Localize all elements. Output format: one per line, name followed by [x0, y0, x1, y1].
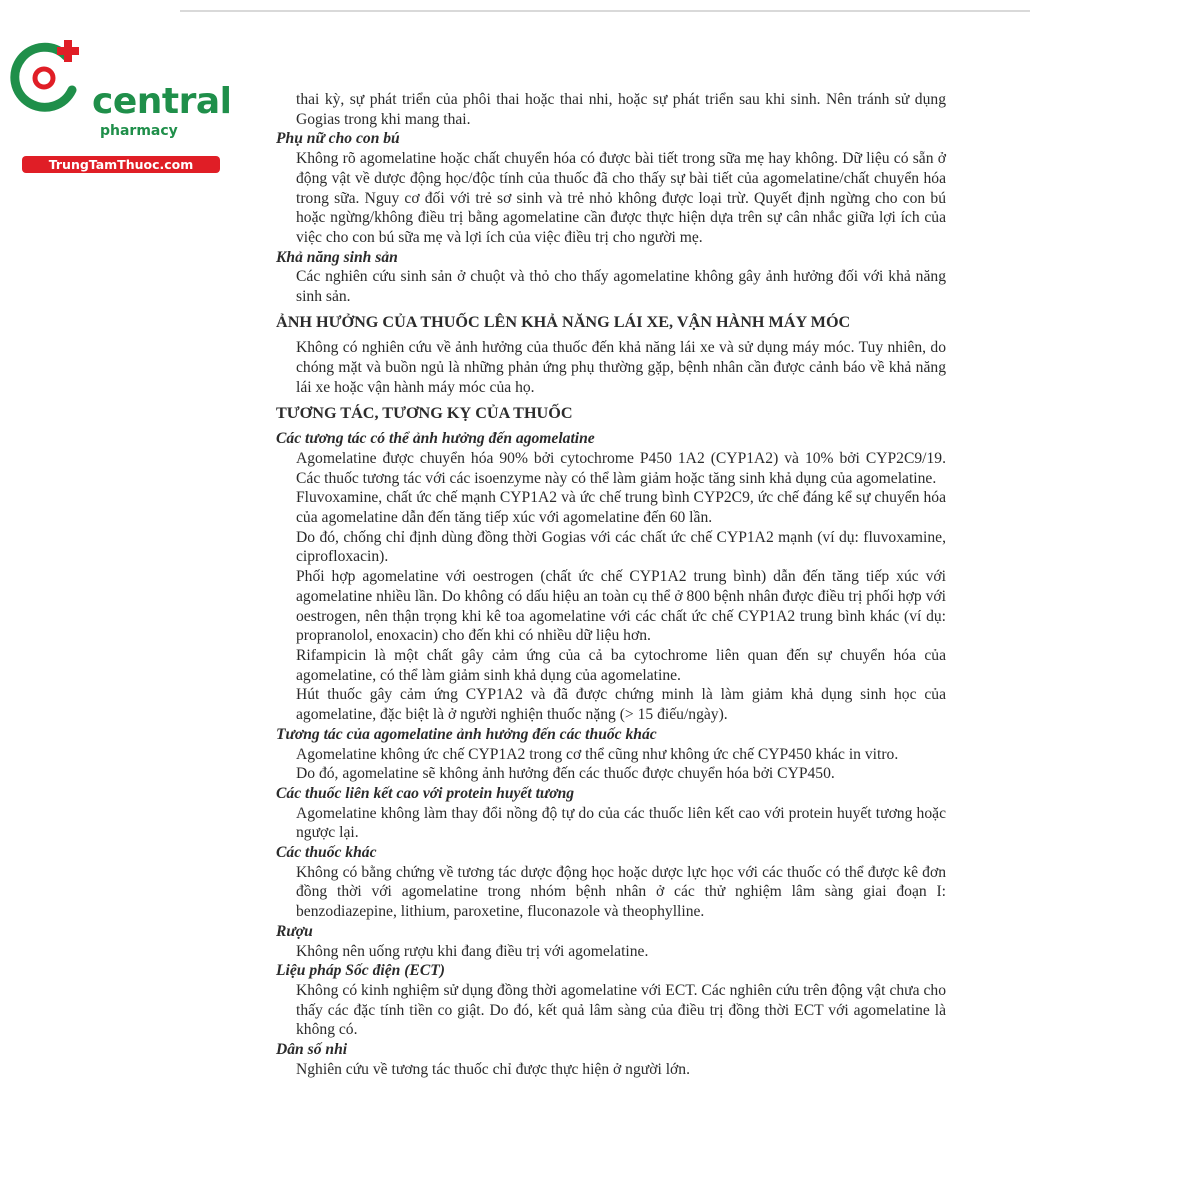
breastfeeding-heading: Phụ nữ cho con bú	[276, 130, 400, 148]
interactions-heading: TƯƠNG TÁC, TƯƠNG KỴ CỦA THUỐC	[276, 403, 573, 422]
affecting-paragraph: Hút thuốc gây cảm ứng CYP1A2 và đã được chứng minh là làm giảm khả dụng sinh học của agomelatine, đặc biệt là ở người nghiện thuốc nặng (> 15 điếu/ngày).	[296, 686, 946, 724]
document-body	[270, 90, 946, 1079]
logo-subtitle: pharmacy	[100, 123, 178, 139]
protein-text: Agomelatine không làm thay đổi nồng độ tự do của các thuốc liên kết cao với protein huyết tương hoặc ngược lại.	[296, 804, 946, 842]
alcohol-text: Không nên uống rượu khi đang điều trị với agomelatine.	[296, 942, 649, 960]
pediatric-text: Nghiên cứu về tương tác thuốc chỉ được thực hiện ở người lớn.	[296, 1060, 690, 1078]
ect-heading: Liệu pháp Sốc điện (ECT)	[276, 962, 445, 980]
protein-heading: Các thuốc liên kết cao với protein huyết tương	[276, 784, 575, 802]
affected-heading: Tương tác của agomelatine ảnh hưởng đến các thuốc khác	[276, 725, 657, 743]
affecting-heading: Các tương tác có thể ảnh hưởng đến agomelatine	[276, 430, 595, 448]
affecting-paragraph: Phối hợp agomelatine với oestrogen (chất ức chế CYP1A2 trung bình) dẫn đến tăng tiếp xúc với agomelatine nhiều lần. Do không có dấu hiệu an toàn cụ thể ở 800 bệnh nhân được điều trị phối hợp với oestrogen, nên thận trọng khi kê toa agomelatine với các chất ức chế CYP1A2 trung bình khác (ví dụ: propranolol, enoxacin) cho đến khi có nhiều dữ liệu hơn.	[296, 568, 946, 645]
affecting-paragraph: Fluvoxamine, chất ức chế mạnh CYP1A2 và ức chế trung bình CYP2C9, ức chế đáng kể sự chuyển hóa của agomelatine dẫn đến tăng tiếp xúc với agomelatine đến 60 lần.	[296, 489, 946, 527]
alcohol-heading: Rượu	[276, 922, 313, 940]
ect-text: Không có kinh nghiệm sử dụng đồng thời agomelatine với ECT. Các nghiên cứu trên động vật chưa cho thấy các đặc tính tiền co giật. Do đó, kết quả lâm sàng của điều trị đồng thời ECT với agomelatine là không có.	[296, 981, 946, 1039]
affected-paragraph: Do đó, agomelatine sẽ không ảnh hưởng đến các thuốc được chuyển hóa bởi CYP450.	[296, 765, 835, 783]
fertility-heading: Khả năng sinh sản	[276, 248, 398, 266]
logo-wordmark: central	[92, 81, 232, 122]
affecting-paragraph: Rifampicin là một chất gây cảm ứng của cả ba cytochrome liên quan đến sự chuyển hóa của agomelatine, có thể làm giảm sinh khả dụng của agomelatine.	[296, 646, 946, 684]
pediatric-heading: Dân số nhi	[276, 1041, 348, 1059]
scan-edge	[180, 10, 1030, 12]
breastfeeding-text: Không rõ agomelatine hoặc chất chuyển hóa có được bài tiết trong sữa mẹ hay không. Dữ liệu có sẵn ở động vật về dược động học/độc tính của thuốc đã cho thấy sự bài tiết của agomelatine/chất chuyển hóa trong sữa. Nguy cơ đối với trẻ sơ sinh và trẻ nhỏ không được loại trừ. Quyết định ngừng cho con bú hoặc ngừng/không điều trị bằng agomelatine cần được thực hiện dựa trên sự cân nhắc giữa lợi ích của việc cho con bú sữa mẹ và lợi ích của việc điều trị cho người mẹ.	[296, 150, 946, 246]
other-drugs-heading: Các thuốc khác	[276, 844, 377, 862]
driving-text: Không có nghiên cứu về ảnh hưởng của thuốc đến khả năng lái xe và sử dụng máy móc. Tuy nhiên, do chóng mặt và buồn ngủ là những phản ứng phụ thường gặp, bệnh nhân cần được cảnh báo về khả năng lái xe hoặc vận hành máy móc của họ.	[296, 339, 946, 396]
affected-paragraph: Agomelatine không ức chế CYP1A2 trong cơ thể cũng như không ức chế CYP450 khác in vitro.	[296, 745, 899, 763]
driving-heading: ẢNH HƯỞNG CỦA THUỐC LÊN KHẢ NĂNG LÁI XE, VẬN HÀNH MÁY MÓC	[276, 312, 851, 331]
pharmacy-cross-ring-icon	[10, 38, 90, 118]
central-pharmacy-logo[interactable]	[10, 38, 232, 172]
affecting-paragraph: Agomelatine được chuyển hóa 90% bởi cytochrome P450 1A2 (CYP1A2) và 10% bởi CYP2C9/19. Các thuốc tương tác với các isoenzyme này có thể làm giảm hoặc tăng sinh khả dụng của agomelatine.	[296, 449, 946, 487]
fertility-text: Các nghiên cứu sinh sản ở chuột và thỏ cho thấy agomelatine không gây ảnh hưởng đối với khả năng sinh sản.	[296, 268, 946, 306]
intro-paragraph: thai kỳ, sự phát triển của phôi thai hoặc thai nhi, hoặc sự phát triển sau khi sinh. Nên tránh sử dụng Gogias trong khi mang thai.	[296, 91, 946, 128]
other-drugs-text: Không có bằng chứng về tương tác dược động học hoặc dược lực học với các thuốc có thể được kê đơn đồng thời với agomelatine trong nhóm bệnh nhân ở các thử nghiệm lâm sàng giai đoạn I: benzodiazepine, lithium, paroxetine, fluconazole và theophylline.	[296, 863, 946, 921]
logo-site-banner[interactable]: TrungTamThuoc.com	[22, 156, 220, 173]
affecting-paragraph: Do đó, chống chỉ định dùng đồng thời Gogias với các chất ức chế CYP1A2 mạnh (ví dụ: fluvoxamine, ciprofloxacin).	[296, 528, 946, 566]
